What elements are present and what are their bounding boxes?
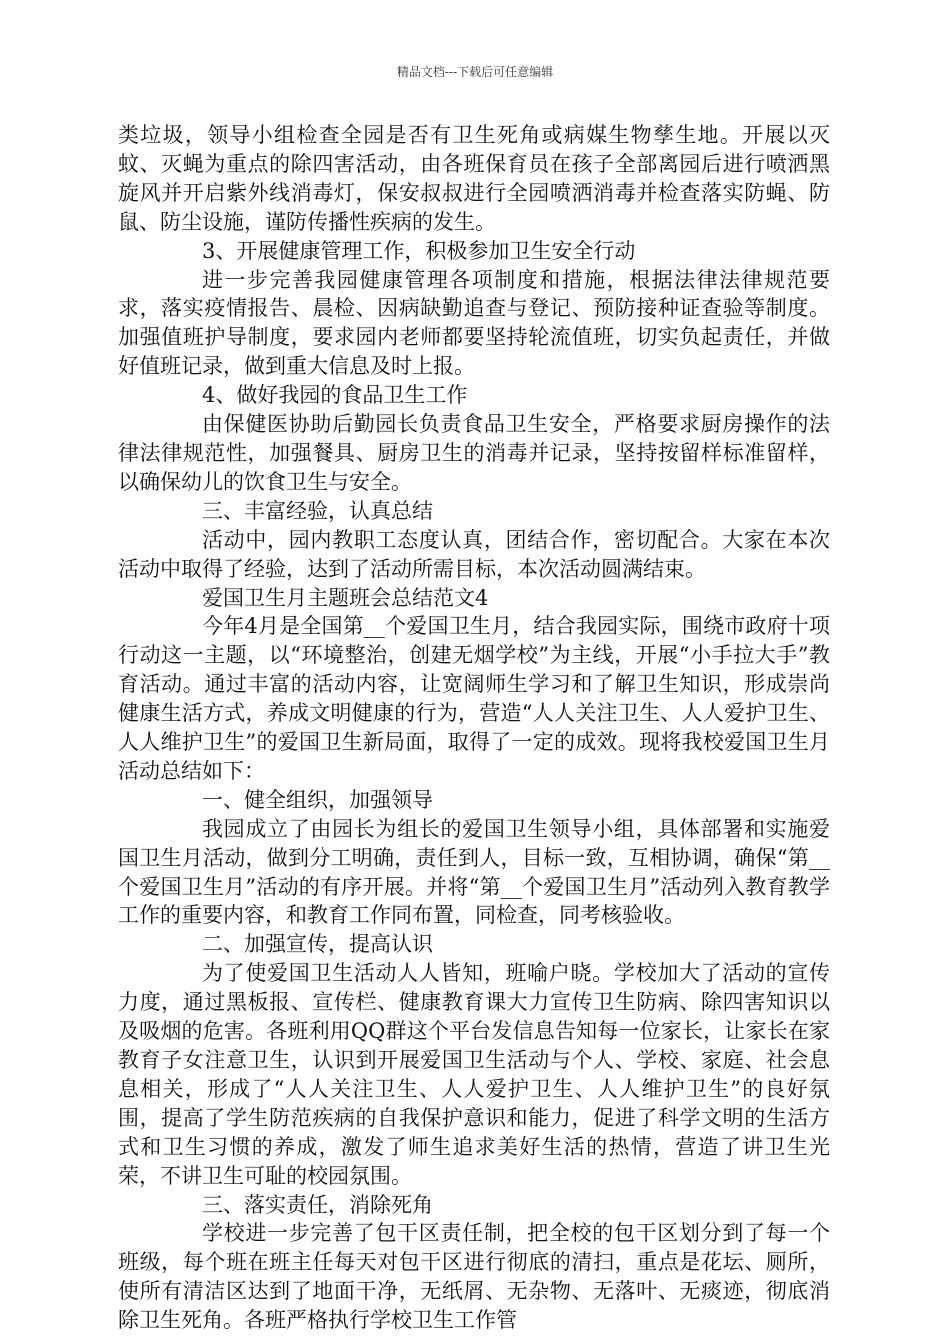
paragraph: 学校进一步完善了包干区责任制，把全校的包干区划分到了每一个班级，每个班在班主任每天对包干区进行彻底的清扫，重点是花坛、厕所，使所有清洁区达到了地面干净，无纸屑、无杂物、无落叶、无痰迹，彻底消除卫生死角。各班严格执行学校卫生工作管 (118, 1221, 830, 1333)
paragraph: 进一步完善我园健康管理各项制度和措施，根据法律法律规范要求，落实疫情报告、晨检、因病缺勤追查与登记、预防接种证查验等制度。加强值班护导制度，要求园内老师都要坚持轮流值班，切实负起责任，并做好值班记录，做到重大信息及时上报。 (118, 267, 830, 379)
paragraph: 我园成立了由园长为组长的爱国卫生领导小组，具体部署和实施爱国卫生月活动，做到分工明确，责任到人，目标一致，互相协调，确保“第__个爱国卫生月”活动的有序开展。并将“第__个爱国卫生月”活动列入教育教学工作的重要内容，和教育工作同布置，同检查，同考核验收。 (118, 816, 830, 928)
article-title: 爱国卫生月主题班会总结范文4 (202, 585, 489, 610)
paragraph: 今年4月是全国第__个爱国卫生月，结合我园实际，围绕市政府十项行动这一主题，以“环境整治，创建无烟学校”为主线，开展“小手拉大手”教育活动。通过丰富的活动内容，让宽阔师生学习和了解卫生知识，形成崇尚健康生活方式，养成文明健康的行为，营造“人人关注卫生、人人爱护卫生、人人维护卫生”的爱国卫生新局面，取得了一定的成效。现将我校爱国卫生月活动总结如下： (118, 614, 830, 783)
section-heading: 4、做好我园的食品卫生工作 (202, 383, 468, 408)
paragraph: 为了使爱国卫生活动人人皆知，班喻户晓。学校加大了活动的宣传力度，通过黑板报、宣传栏、健康教育课大力宣传卫生防病、除四害知识以及吸烟的危害。各班利用QQ群这个平台发信息告知每一位家长，让家长在家教育子女注意卫生，认识到开展爱国卫生活动与个人、学校、家庭、社会息息相关，形成了“人人关注卫生、人人爱护卫生、人人维护卫生”的良好氛围，提高了学生防范疾病的自我保护意识和能力，促进了科学文明的生活方式和卫生习惯的养成，激发了师生追求美好生活的热情，营造了讲卫生光荣，不讲卫生可耻的校园氛围。 (118, 961, 830, 1188)
paragraph: 活动中，园内教职工态度认真，团结合作，密切配合。大家在本次活动中取得了经验，达到了活动所需目标，本次活动圆满结束。 (118, 527, 830, 581)
document-body (118, 121, 830, 1335)
page-header: 精品文档---下载后可任意编辑 (396, 65, 554, 79)
paragraph: 由保健医协助后勤园长负责食品卫生安全，严格要求厨房操作的法律法律规范性，加强餐具、厨房卫生的消毒并记录，坚持按留样标准留样，以确保幼儿的饮食卫生与安全。 (118, 412, 830, 494)
section-heading: 一、健全组织，加强领导 (202, 787, 433, 812)
section-heading: 二、加强宣传，提高认识 (202, 932, 433, 957)
section-heading: 3、开展健康管理工作，积极参加卫生安全行动 (202, 238, 636, 263)
section-heading: 三、丰富经验，认真总结 (202, 498, 433, 523)
paragraph: 类垃圾，领导小组检查全园是否有卫生死角或病媒生物孳生地。开展以灭蚊、灭蝇为重点的除四害活动，由各班保育员在孩子全部离园后进行喷洒黑旋风并开启紫外线消毒灯，保安叔叔进行全园喷洒消毒并检查落实防蝇、防鼠、防尘设施，谨防传播性疾病的发生。 (118, 123, 830, 234)
section-heading: 三、落实责任，消除死角 (202, 1192, 433, 1217)
